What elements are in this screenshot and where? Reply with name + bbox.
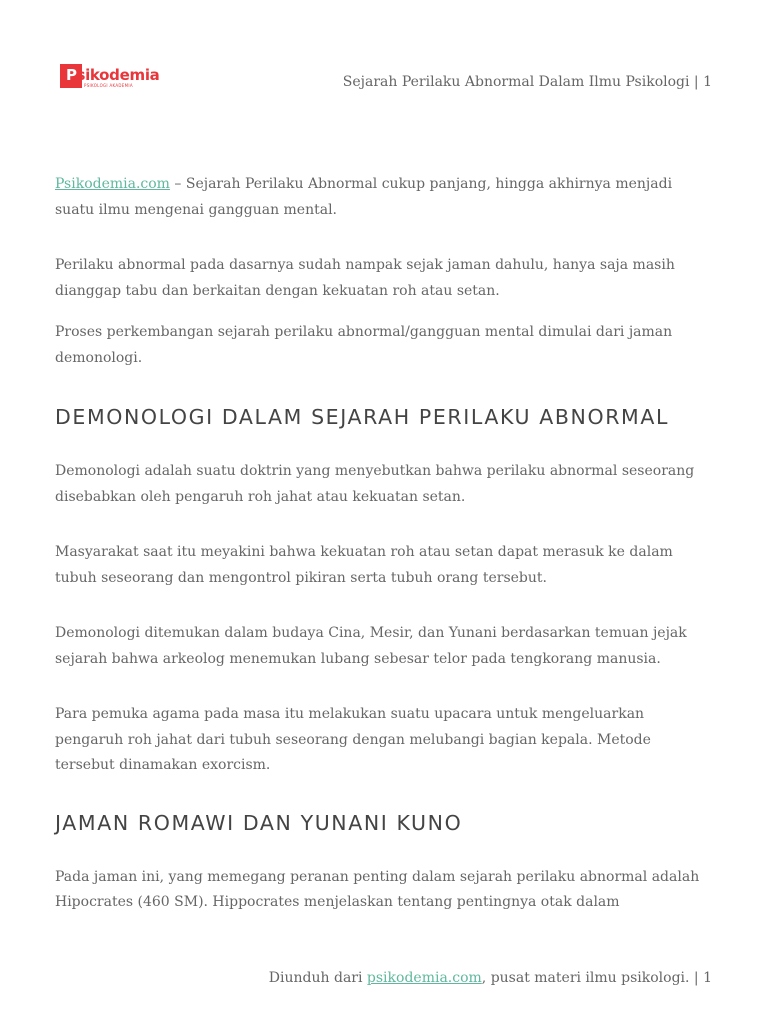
article-body bbox=[55, 172, 715, 916]
logo-wordmark: Psikodemia bbox=[66, 66, 160, 84]
paragraph: Demonologi adalah suatu doktrin yang menyebutkan bahwa perilaku abnormal seseorang disebabkan oleh pengaruh roh jahat atau kekuatan setan. bbox=[55, 463, 695, 505]
paragraph: Proses perkembangan sejarah perilaku abnormal/gangguan mental dimulai dari jaman demonologi. bbox=[55, 324, 673, 366]
paragraph: Pada jaman ini, yang memegang peranan penting dalam sejarah perilaku abnormal adalah Hipocrates (460 SM). Hippocrates menjelaskan tentang pentingnya otak dalam bbox=[55, 868, 700, 910]
logo-tagline: PSIKOLOGI AKADEMIA bbox=[84, 83, 133, 88]
intro-paragraph: Psikodemia.com – Sejarah Perilaku Abnormal cukup panjang, hingga akhirnya menjadi suatu ilmu mengenai gangguan mental. bbox=[55, 176, 673, 218]
paragraph: Perilaku abnormal pada dasarnya sudah nampak sejak jaman dahulu, hanya saja masih dianggap tabu dan berkaitan dengan kekuatan roh atau setan. bbox=[55, 257, 675, 299]
psikodemia-logo[interactable] bbox=[60, 64, 160, 92]
paragraph: Masyarakat saat itu meyakini bahwa kekuatan roh atau setan dapat merasuk ke dalam tubuh seseorang dan mengontrol pikiran serta tubuh orang tersebut. bbox=[55, 544, 673, 586]
paragraph: Para pemuka agama pada masa itu melakukan suatu upacara untuk mengeluarkan pengaruh roh jahat dari tubuh seseorang dengan melubangi bagian kepala. Metode tersebut dinamakan exorcism. bbox=[55, 706, 651, 773]
section-heading: DEMONOLOGI DALAM SEJARAH PERILAKU ABNORMAL bbox=[55, 405, 669, 429]
page-header bbox=[0, 0, 768, 110]
psikodemia-link[interactable]: Psikodemia.com bbox=[55, 176, 170, 192]
paragraph: Demonologi ditemukan dalam budaya Cina, Mesir, dan Yunani berdasarkan temuan jejak sejarah bahwa arkeolog menemukan lubang sebesar telor pada tengkorang manusia. bbox=[55, 625, 687, 667]
header-title: Sejarah Perilaku Abnormal Dalam Ilmu Psikologi | 1 bbox=[342, 74, 712, 90]
footer-prefix: Diunduh dari bbox=[268, 970, 367, 986]
section-heading: JAMAN ROMAWI DAN YUNANI KUNO bbox=[55, 810, 463, 835]
footer-suffix: , pusat materi ilmu psikologi. | 1 bbox=[481, 970, 712, 986]
footer-link[interactable]: psikodemia.com bbox=[366, 970, 482, 986]
page-footer bbox=[269, 970, 712, 986]
